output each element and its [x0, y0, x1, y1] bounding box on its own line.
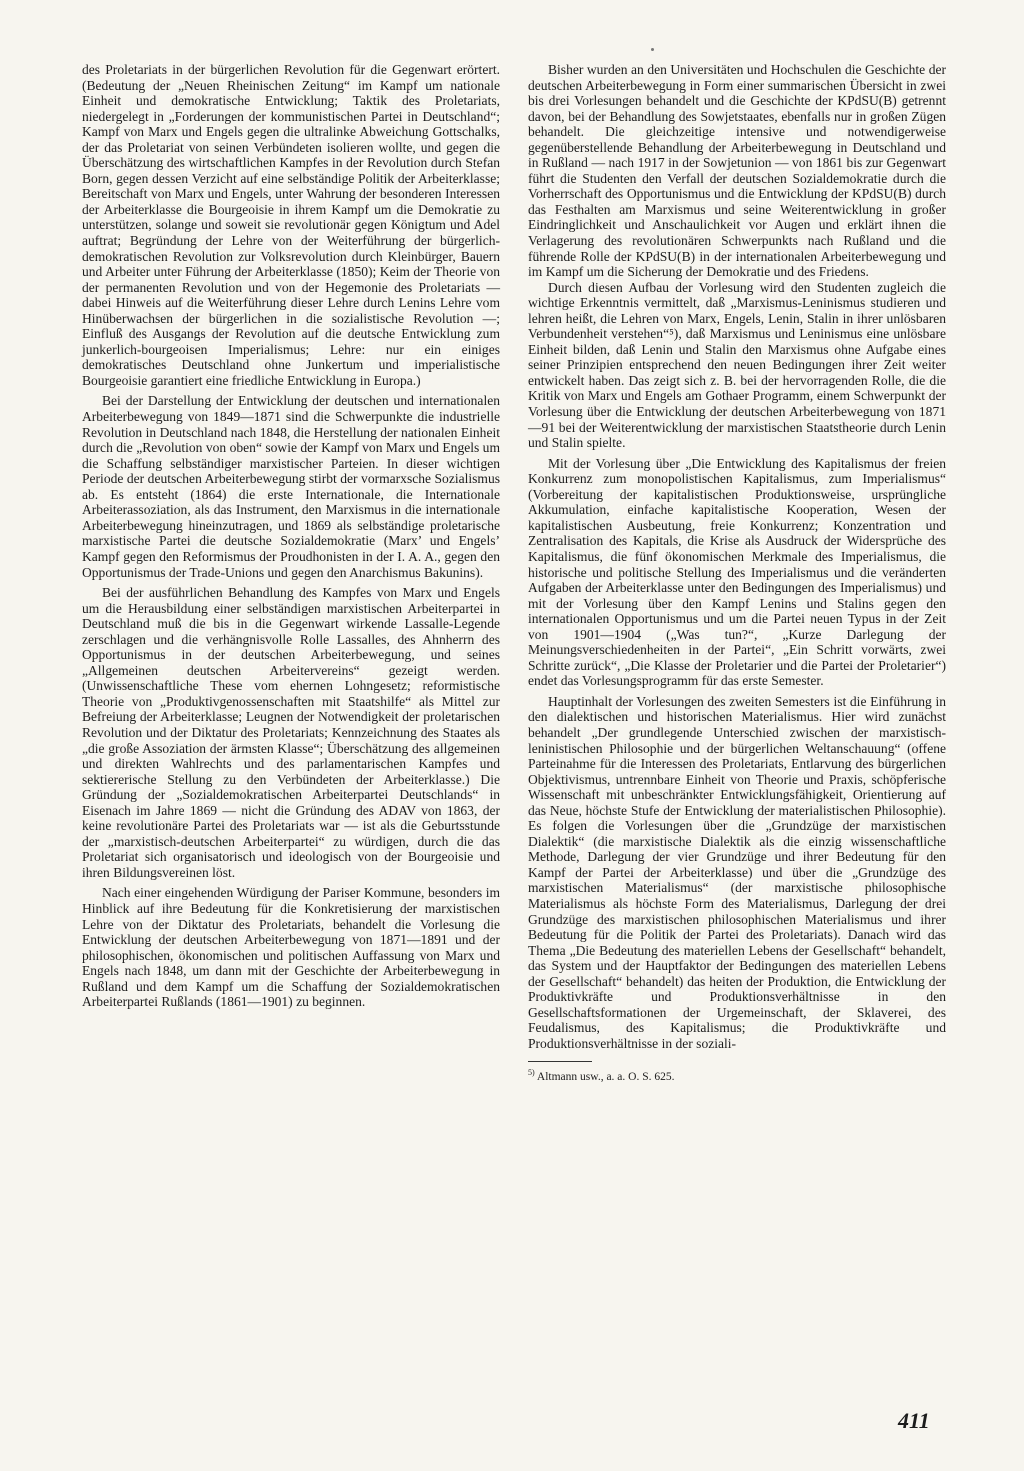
paragraph: Bei der Darstellung der Entwicklung der deutschen und internationalen Arbeiterbewegung von 1849—1871 sind die Schwerpunkte die industrielle Revolution in Deutschland nach 1848, die Herstellung der nationalen Einheit durch die „Revolution von oben“ sowie der Kampf von Marx und Engels um die Schaffung selbständiger marxistischer Parteien. In dieser wichtigen Periode der deutschen Arbeiterbewegung stirbt der vormarxsche Sozialismus ab. Es entsteht (1864) die erste Internationale, die Internationale Arbeiterassoziation, als das Instrument, den Marxismus in die internationale Arbeiterbewegung hineinzutragen, und 1869 als selbständige proletarische marxistische Partei die deutsche Sozialdemokratie (Marx’ und Engels’ Kampf gegen den Reformismus der Proudhonisten in der I. A. A., gegen den Opportunismus der Trade-Unions und gegen den Anarchismus Bakunins).	[82, 393, 500, 580]
paragraph: Durch diesen Aufbau der Vorlesung wird den Studenten zugleich die wichtige Erkenntnis vermittelt, daß „Marxismus-Leninismus studieren und lehren heißt, die Lehren von Marx, Engels, Lenin, Stalin in ihrer unlösbaren Verbundenheit verstehen“⁵), daß Marxismus und Leninismus eine unlösbare Einheit bilden, daß Lenin und Stalin den Marxismus ohne Aufgabe eines seiner Prinzipien entsprechend den neuen Bedingungen ihrer Zeit weiter entwickelt haben. Das zeigt sich z. B. bei der hervorragenden Rolle, die die Kritik von Marx und Engels am Gothaer Programm, einem Schwerpunkt der Vorlesung über die Entwicklung der deutschen Arbeiterbewegung von 1871—91 bei der Weiterentwicklung der marxistischen Staatstheorie durch Lenin und Stalin spielte.	[528, 279, 946, 451]
right-text-column	[528, 62, 946, 1084]
footnote	[528, 1066, 946, 1084]
paragraph: Mit der Vorlesung über „Die Entwicklung des Kapitalismus der freien Konkurrenz zum monopolistischen Kapitalismus, zum Imperialismus“ (Vorbereitung der kapitalistischen Produktionsweise, ursprüngliche Akkumulation, einfache kapitalistische Kooperation, Wesen der kapitalistischen Ausbeutung, freie Konkurrenz; Konzentration und Zentralisation des Kapitals, die Krise als Ausdruck der Widersprüche des Kapitalismus, die fünf ökonomischen Merkmale des Imperialismus, die historische und politische Stellung des Imperialismus und die veränderten Aufgaben der Arbeiterklasse unter den Bedingungen des Imperialismus) und mit der Vorlesung über den Kampf Lenins und Stalins gegen den internationalen Opportunismus und um die Partei neuen Typus in der Zeit von 1901—1904 („Was tun?“, „Kurze Darlegung der Meinungsverschiedenheiten in der Partei“, „Ein Schritt vorwärts, zwei Schritte zurück“, „Die Klasse der Proletarier und die Partei der Proletarier“) endet das Vorlesungsprogramm für das erste Semester.	[528, 455, 946, 689]
paragraph: Bei der ausführlichen Behandlung des Kampfes von Marx und Engels um die Herausbildung einer selbständigen marxistischen Arbeiterpartei in Deutschland muß die bis in die Gegenwart wirkende Lassalle-Legende zerschlagen und die verhängnisvolle Rolle Lassalles, des Ahnherrn des Opportunismus in der deutschen Arbeiterbewegung, und seines „Allgemeinen deutschen Arbeitervereins“ gezeigt werden. (Unwissenschaftliche These vom ehernen Lohngesetz; reformistische Theorie von „Produktivgenossenschaften mit Staatshilfe“ als Mittel zur Befreiung der Arbeiterklasse; Leugnen der Notwendigkeit der proletarischen Revolution und der Diktatur des Proletariats; Kennzeichnung des Staates als „die große Assoziation der ärmsten Klasse“; Überschätzung des allgemeinen und direkten Wahlrechts und des parlamentarischen Kampfes und sektiererische Stellung zu den Verbündeten der Arbeiterklasse.) Die Gründung der „Sozialdemokratischen Arbeiterpartei Deutschlands“ in Eisenach im Jahre 1869 — nicht die Gründung des ADAV von 1863, der keine revolutionäre Partei des Proletariats war — ist als die Geburtsstunde der „marxistisch-deutschen Arbeiterpartei“ zu würdigen, durch die das Proletariat sich organisatorisch und ideologisch von der Bourgeoisie und ihren Bildungsvereinen löst.	[82, 585, 500, 880]
footnote-text: Altmann usw., a. a. O. S. 625.	[536, 1071, 675, 1084]
paragraph: Hauptinhalt der Vorlesungen des zweiten Semesters ist die Einführung in den dialektischen und historischen Materialismus. Hier wird zunächst behandelt „Der grundlegende Unterschied zwischen der marxistisch-leninistischen Philosophie und der bürgerlichen Weltanschauung“ (offene Parteinahme für die Interessen des Proletariats, Entlarvung des bürgerlichen Objektivismus, untrennbare Einheit von Theorie und Praxis, schöpferische Wissenschaft mit unbeschränkter Entwicklungsfähigkeit, Orientierung auf das Neue, höchste Stufe der Entwicklung der materialistischen Philosophie). Es folgen die Vorlesungen über die „Grundzüge der marxistischen Dialektik“ (die marxistische Dialektik als die einzig wissenschaftliche Methode, Darlegung der vier Grundzüge und ihrer Bedeutung für den Kampf der Partei der Arbeiterklasse) und über die „Grundzüge des marxistischen Materialismus“ (der marxistische philosophische Materialismus als höchste Form des Materialismus, Darlegung der drei Grundzüge des marxistischen philosophischen Materialismus und ihrer Bedeutung für die Politik der Partei des Proletariats). Danach wird das Thema „Die Bedeutung des materiellen Lebens der Gesellschaft“ behandelt, das System und der Hauptfaktor der Bedingungen des materiellen Lebens der Gesellschaft“ behandelt) das heiten der Produktion, die Entwicklung der Produktivkräfte und Produktionsverhältnisse in den Gesellschaftsformationen der Urgemeinschaft, der Sklaverei, des Feudalismus, des Kapitalismus; die Produktivkräfte und Produktionsverhältnisse in der soziali-	[528, 693, 946, 1051]
footnote-marker: 5)	[528, 1068, 535, 1078]
paragraph: Nach einer eingehenden Würdigung der Pariser Kommune, besonders im Hinblick auf ihre Bedeutung für die Konkretisierung der marxistischen Lehre von der Diktatur des Proletariats, behandelt die Vorlesung die Entwicklung der deutschen Arbeiterbewegung von 1871—1891 und der philosophischen, ökonomischen und politischen Auffassung von Marx und Engels nach 1848, um dann mit der Geschichte der Arbeiterbewegung in Rußland und dem Kampf um die Schaffung der Sozialdemokratischen Arbeiterpartei Rußlands (1861—1901) zu beginnen.	[82, 885, 500, 1010]
page-number: 411	[898, 1408, 930, 1433]
footnote-rule	[528, 1061, 592, 1062]
left-text-column	[82, 62, 500, 1010]
paragraph: Bisher wurden an den Universitäten und Hochschulen die Geschichte der deutschen Arbeiterbewegung in Form einer summarischen Übersicht in zwei bis drei Vorlesungen behandelt und die Geschichte der KPdSU(B) getrennt davon, bei der Behandlung des Sowjetstaates, ebenfalls nur in großen Zügen behandelt. Die gleichzeitige intensive und notwendigerweise gegenüberstellende Behandlung der Arbeiterbewegung in Deutschland und in Rußland — nach 1917 in der Sowjetunion — von 1861 bis zur Gegenwart führt die Studenten den Verfall der deutschen Sozialdemokratie durch die Vorherrschaft des Opportunismus und die Entwicklung der KPdSU(B) durch das Festhalten am Marxismus und seine Weiterentwicklung in großer Eindringlichkeit und Anschaulichkeit vor Augen und erklärt ihnen die Verlagerung des revolutionären Schwerpunkts nach Rußland und die führende Rolle der KPdSU(B) in der internationalen Arbeiterbewegung und im Kampf um die Sicherung der Demokratie und des Friedens.	[528, 62, 946, 280]
print-speck	[651, 48, 654, 51]
paragraph: des Proletariats in der bürgerlichen Revolution für die Gegenwart erörtert. (Bedeutung der „Neuen Rheinischen Zeitung“ im Kampf um nationale Einheit und demokratische Entwicklung; Taktik des Proletariats, niedergelegt in „Forderungen der kommunistischen Partei in Deutschland“; Kampf von Marx und Engels gegen die ultralinke Abweichung Gottschalks, der das Proletariat von seinen Verbündeten isolieren wollte, und gegen die Überschätzung des wirtschaftlichen Kampfes in der Revolution durch Stefan Born, gegen dessen Verzicht auf eine selbständige Politik der Arbeiterklasse; Bereitschaft von Marx und Engels, unter Wahrung der besonderen Interessen der Arbeiterklasse die Bourgeoisie in ihrem Kampf um die Demokratie zu unterstützen, solange und soweit sie revolutionär gegen Königtum und Adel auftrat; Begründung der Lehre von der Weiterführung der bürgerlich-demokratischen Revolution zur Volksrevolution durch Kleinbürger, Bauern und Arbeiter unter Führung der Arbeiterklasse (1850); Keim der Theorie von der permanenten Revolution und von der Hegemonie des Proletariats — dabei Hinweis auf die Weiterführung dieser Lehre durch Lenins Lehre vom Hinüberwachsen der bürgerlichen in die sozialistische Revolution —; Einfluß des Ausgangs der Revolution auf die deutsche Entwicklung zum junkerlich-bourgeoisen Imperialismus; Lehre: nur ein einiges demokratisches Deutschland ohne Junkertum und imperialistische Bourgeoisie garantiert eine friedliche Entwicklung in Europa.)	[82, 62, 500, 388]
